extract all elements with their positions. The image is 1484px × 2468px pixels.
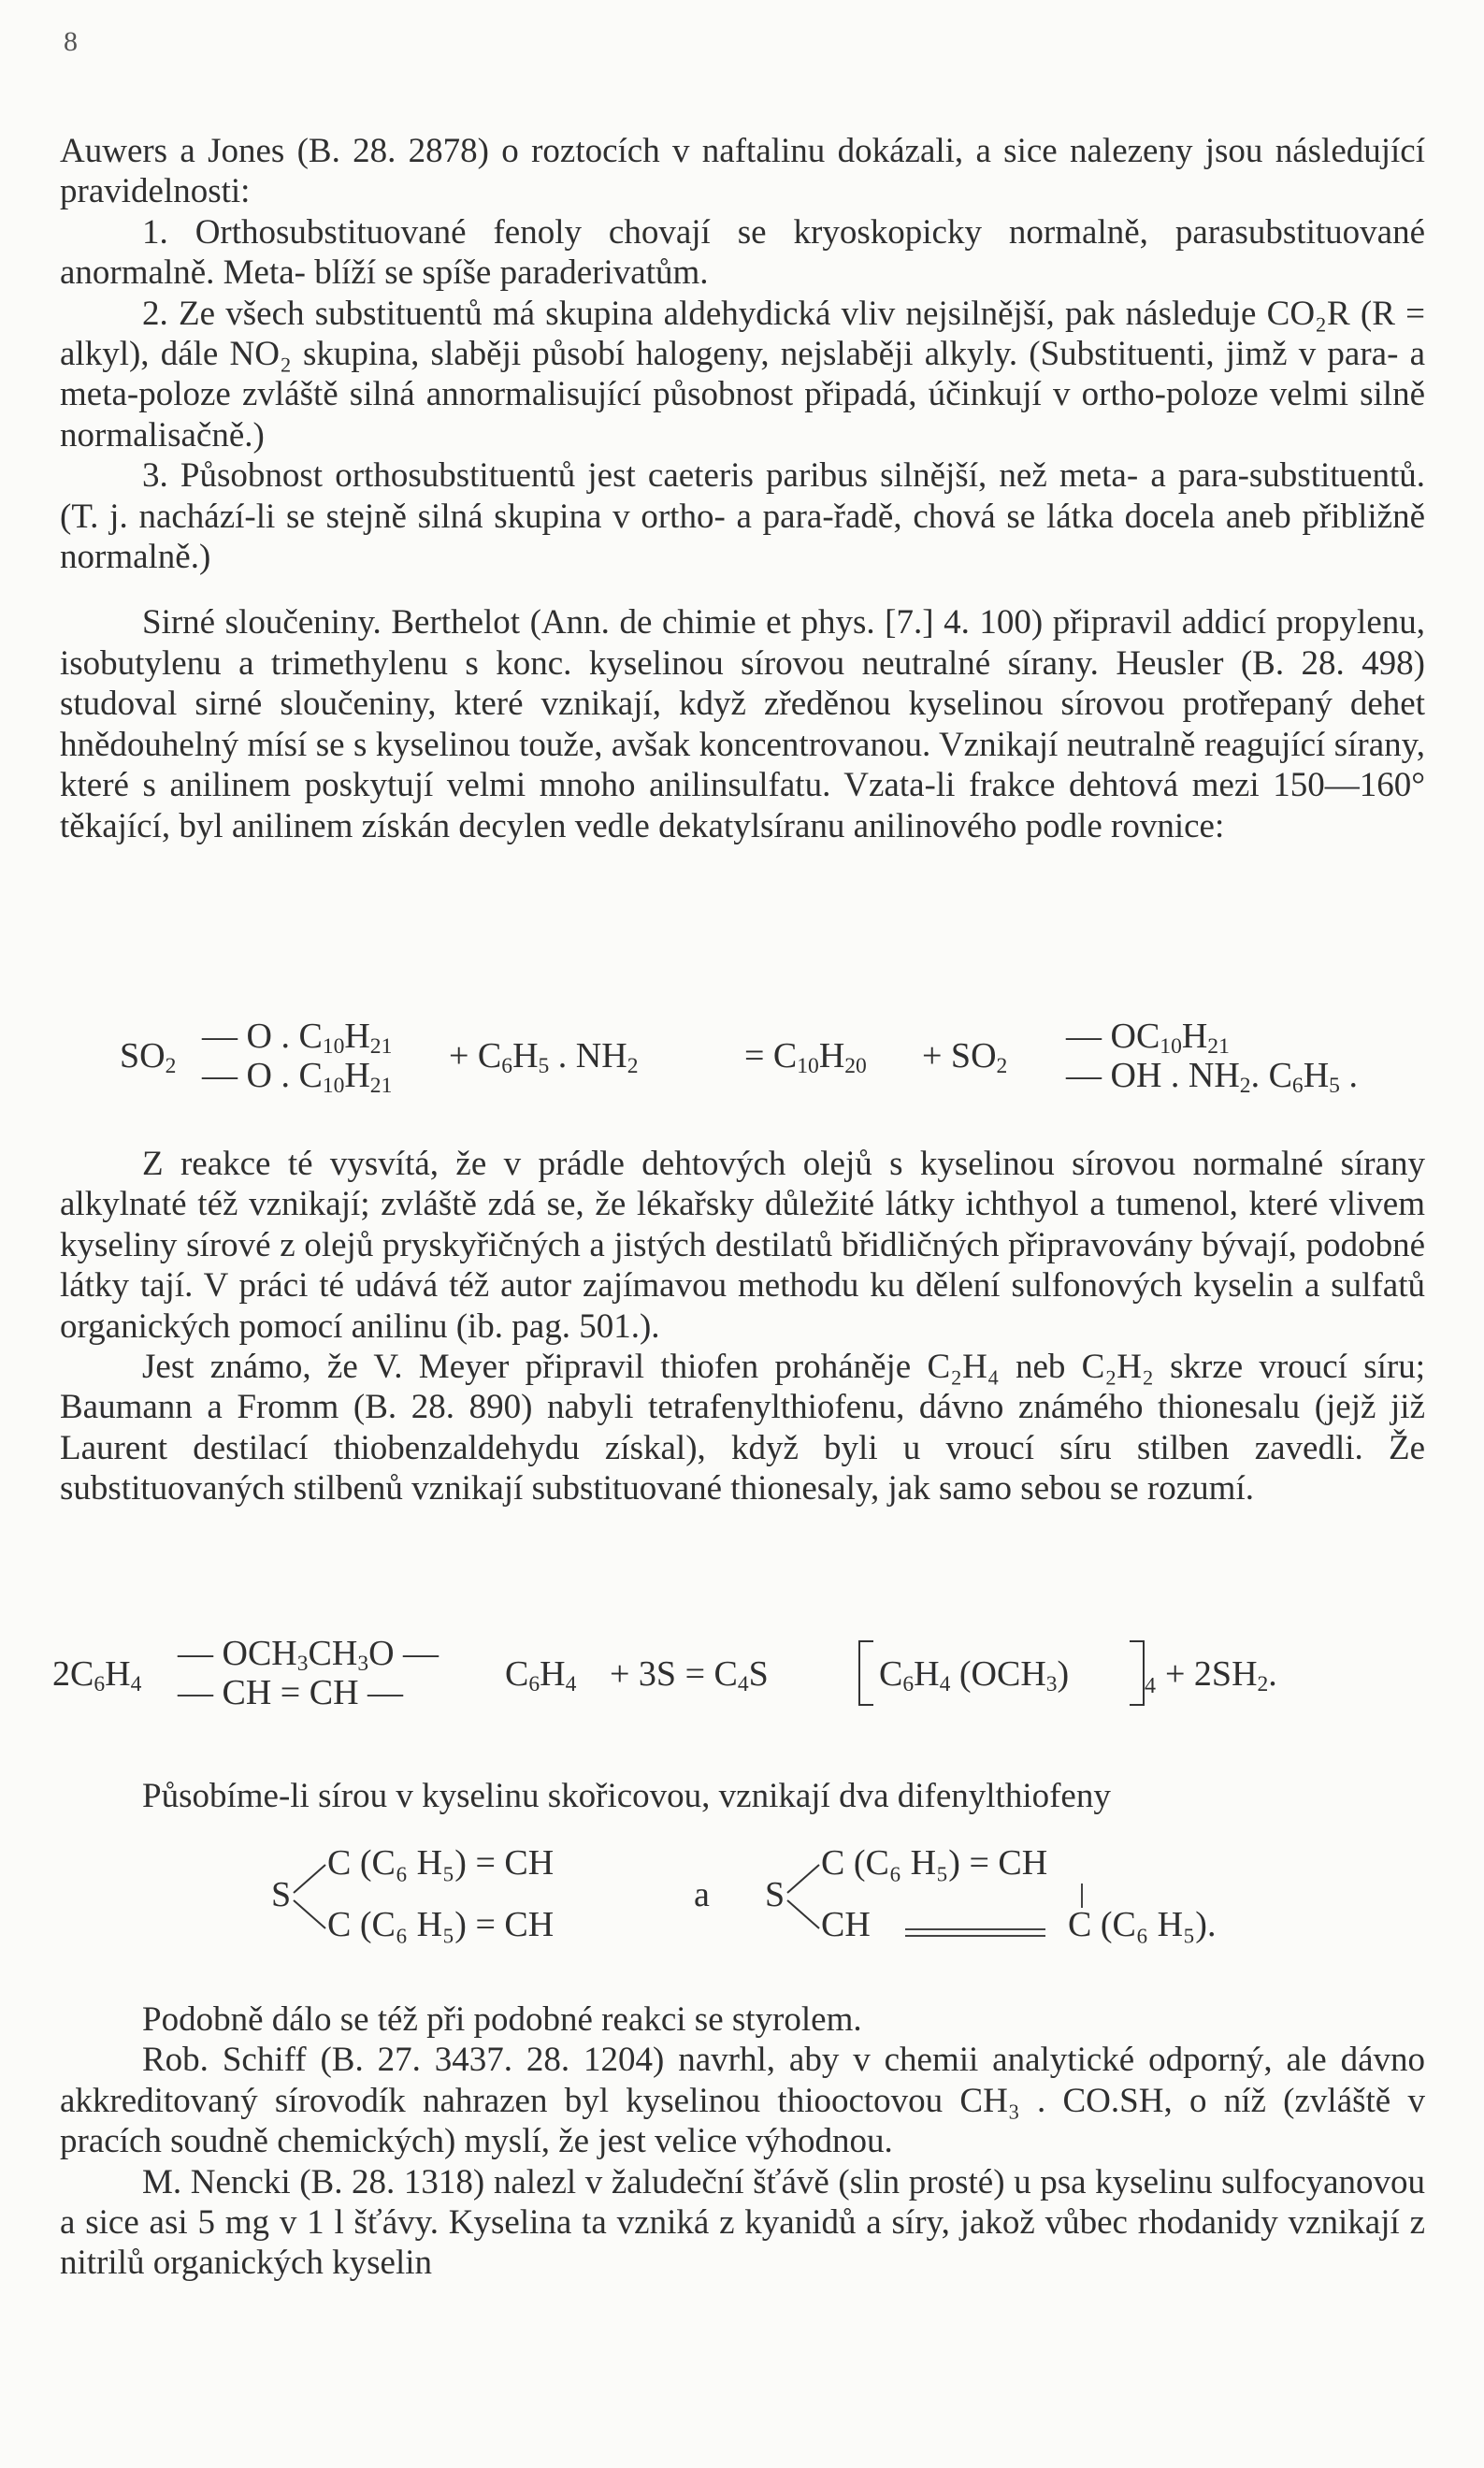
text-block-1 bbox=[60, 131, 1425, 846]
paragraph: Podobně dálo se též při podobné reakci se styrolem. bbox=[142, 2000, 862, 2039]
bond-lines-right bbox=[785, 1852, 823, 1936]
bracket-left bbox=[858, 1640, 873, 1706]
paragraph: 1. Orthosubstituované fenoly chovají se kryoskopicky normalně, parasubstituované anormalně. Meta- blíží se spíše paraderivatům. bbox=[60, 212, 1425, 293]
structure-formulas: S C (C₆ H₅) = CH C (C₆ H₅) = CH a S C (C₆ H₅) = CH CH C (C₆ H₅). bbox=[271, 1843, 1217, 1944]
paragraph: Z reakce té vysvítá, že v prádle dehtových olejů s kyselinou sírovou normalné sírany alkylnaté též vznikají; zvláště zdá se, že lékařsky důležité látky ichthyol a tumenol, které vlivem kyseliny sírové z olejů pryskyřičných a jistých destilatů břidličných připravovány bývají, podobné látky tají. V práci té udává též autor zajímavou methodu ku dělení sulfonových kyselin a sulfatů organických pomocí anilinu (ib. pag. 501.). bbox=[60, 1145, 1425, 1346]
page-number: 8 bbox=[64, 26, 78, 57]
paragraph: Jest známo, že V. Meyer připravil thiofen proháněje C₂H₄ neb C₂H₂ skrze vroucí síru; Baumann a Fromm (B. 28. 890) nabyli tetrafenylthiofenu, dávno známého thionesalu (jejž již Laurent destilací thiobenzaldehydu získal), když byli u vroucí síru stilben zavedli. Že substituovaných stilbenů vznikají substituované thionesaly, jak samo sebou se rozumí. bbox=[60, 1348, 1425, 1508]
paragraph: 2. Ze všech substituentů má skupina aldehydická vliv nejsilnější, pak následuje CO₂R (R = alkyl), dále NO₂ skupina, slaběji působí halogeny, nejslaběji alkyly. (Substituenti, jimž v para- a meta-poloze zvláště silná annormalisující působnost připadá, účinkují v ortho-poloze velmi silně normalisačně.) bbox=[60, 294, 1425, 455]
equation-1: $SO_2$ — O . $C_{10}H_{21}$ — O . $C_{10}H_{21}$ + $C_6H_5$ . $NH_2$ = $C_{10}H_{20}$ + $SO_2$ — $OC_{10}H_{21}$ — OH . $NH_2$. $C_6H_5$ . bbox=[120, 1017, 1358, 1098]
paragraph: M. Nencki (B. 28. 1318) nalezl v žaludeční šťávě (slin prosté) u psa kyselinu sulfocyanovou a sice asi 5 mg v 1 l šťávy. Kyselina ta vzniká z kyanidů a síry, jakož vůbec rhodanidy vznikají z nitrilů organických kyselin bbox=[60, 2162, 1425, 2283]
paragraph: Působíme-li sírou v kyselinu skořicovou, vznikají dva difenylthiofeny bbox=[142, 1777, 1111, 1815]
double-bond bbox=[905, 1935, 1045, 1937]
paragraph: Auwers a Jones (B. 28. 2878) o roztocích v naftalinu dokázali, a sice nalezeny jsou následující pravidelnosti: bbox=[60, 132, 1425, 211]
bond-lines-left bbox=[292, 1852, 329, 1936]
text-block-4 bbox=[60, 1999, 1425, 2284]
text-block-2 bbox=[60, 1144, 1425, 1509]
paragraph: Rob. Schiff (B. 27. 3437. 28. 1204) navrhl, aby v chemii analytické odporný, ale dávno akkreditovaný sírovodík nahrazen byl kyselinou thiooctovou CH₃ . CO.SH, o níž (zvláště v pracích soudně chemických) myslí, že jest velice výhodnou. bbox=[60, 2041, 1425, 2161]
paragraph: 3. Působnost orthosubstituentů jest caeteris paribus silnější, než meta- a para-substituentů. (T. j. nachází-li se stejně silná skupina v ortho- a para-řadě, chová se látka docela aneb přibližně normalně.) bbox=[60, 456, 1425, 577]
bracket-right bbox=[1130, 1640, 1145, 1706]
equation-2: $2C_6H_4$ — $OCH_3CH_3O$ — — CH = CH — $C_6H_4$ + $3S = C_4S$ $C_6H_4$ $(OCH_3)$ 4 + $2SH_2$. bbox=[52, 1634, 1277, 1712]
paragraph: Sirné sloučeniny. Berthelot (Ann. de chimie et phys. [7.] 4. 100) připravil addicí propylenu, isobutylenu a trimethylenu s konc. kyselinou sírovou neutralné sírany. Heusler (B. 28. 498) studoval sirné sloučeniny, které vznikají, když zředěnou kyselinou sírovou protřepaný dehet hnědouhelný mísí se s kyselinou touže, avšak koncentrovanou. Vznikají neutralně reagující sírany, které s anilinem poskytují velmi mnoho anilinsulfatu. Vzata-li frakce dehtová mezi 150—160° těkající, byl anilinem získán decylen vedle dekatylsíranu anilinového podle rovnice: bbox=[60, 603, 1425, 845]
double-bond bbox=[905, 1928, 1045, 1930]
text-block-3 bbox=[60, 1776, 1425, 1816]
